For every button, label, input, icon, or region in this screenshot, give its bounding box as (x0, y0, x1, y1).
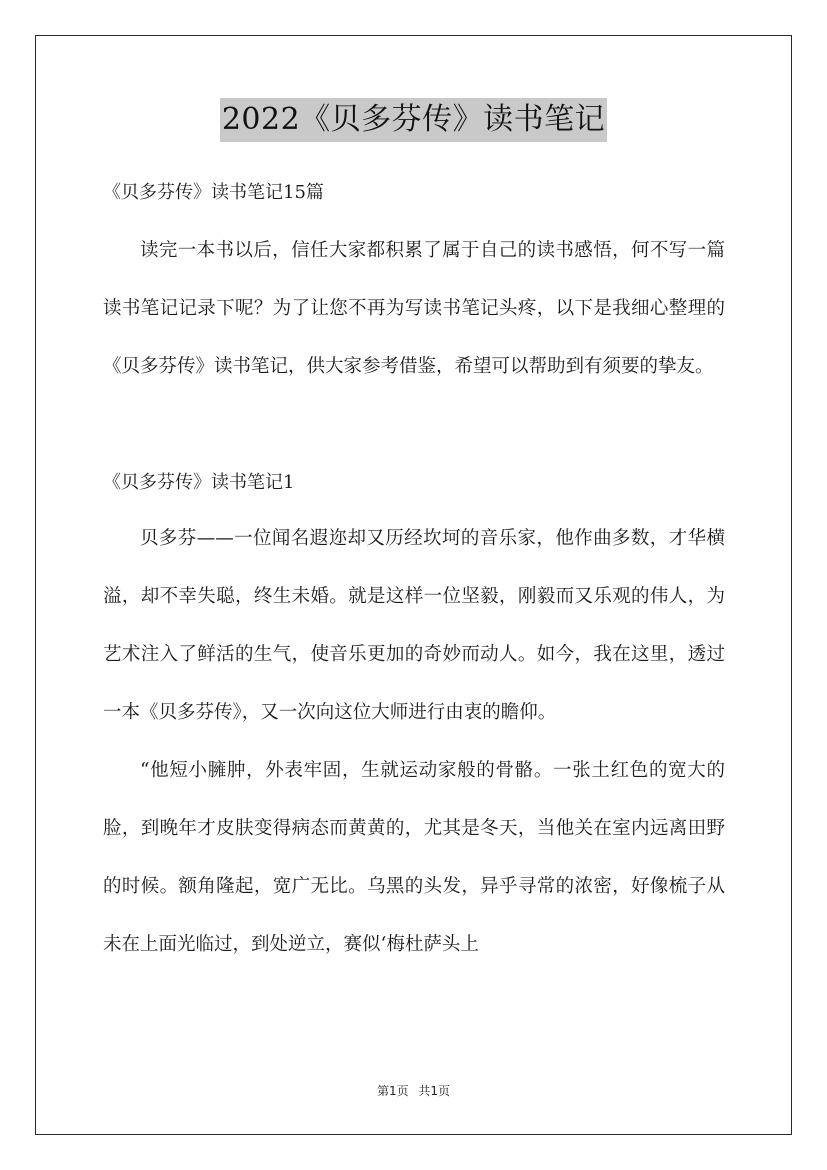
intro-paragraph: 读完一本书以后，信任大家都积累了属于自己的读书感悟，何不写一篇读书笔记记录下呢？为了让您不再为写读书笔记头疼，以下是我细心整理的《贝多芬传》读书笔记，供大家参考借鉴，希望可以帮助到有须要的挚友。 (103, 240, 725, 377)
page-number: 第1页 (376, 1084, 409, 1098)
section-heading: 《贝多芬传》读书笔记1 (103, 472, 295, 493)
page-total: 共1页 (418, 1084, 451, 1098)
body-paragraph: 贝多芬——一位闻名遐迩却又历经坎坷的音乐家，他作曲多数，才华横溢，却不幸失聪，终生未婚。就是这样一位坚毅，刚毅而又乐观的伟人，为艺术注入了鲜活的生气，使音乐更加的奇妙而动人。如今，我在这里，透过一本《贝多芬传》，又一次向这位大师进行由衷的瞻仰。 (103, 528, 725, 723)
page-footer (0, 1082, 827, 1099)
section-heading: 《贝多芬传》读书笔记15篇 (103, 182, 324, 203)
document-title: 2022《贝多芬传》读书笔记 (220, 98, 607, 142)
title-container (0, 98, 827, 142)
document-body (103, 176, 725, 974)
body-paragraph: “他短小臃肿，外表牢固，生就运动家般的骨骼。一张土红色的宽大的脸，到晚年才皮肤变得病态而黄黄的，尤其是冬天，当他关在室内远离田野的时候。额角隆起，宽广无比。乌黑的头发，异乎寻常的浓密，好像梳子从未在上面光临过，到处逆立，赛似‘梅杜萨头上 (103, 760, 725, 955)
